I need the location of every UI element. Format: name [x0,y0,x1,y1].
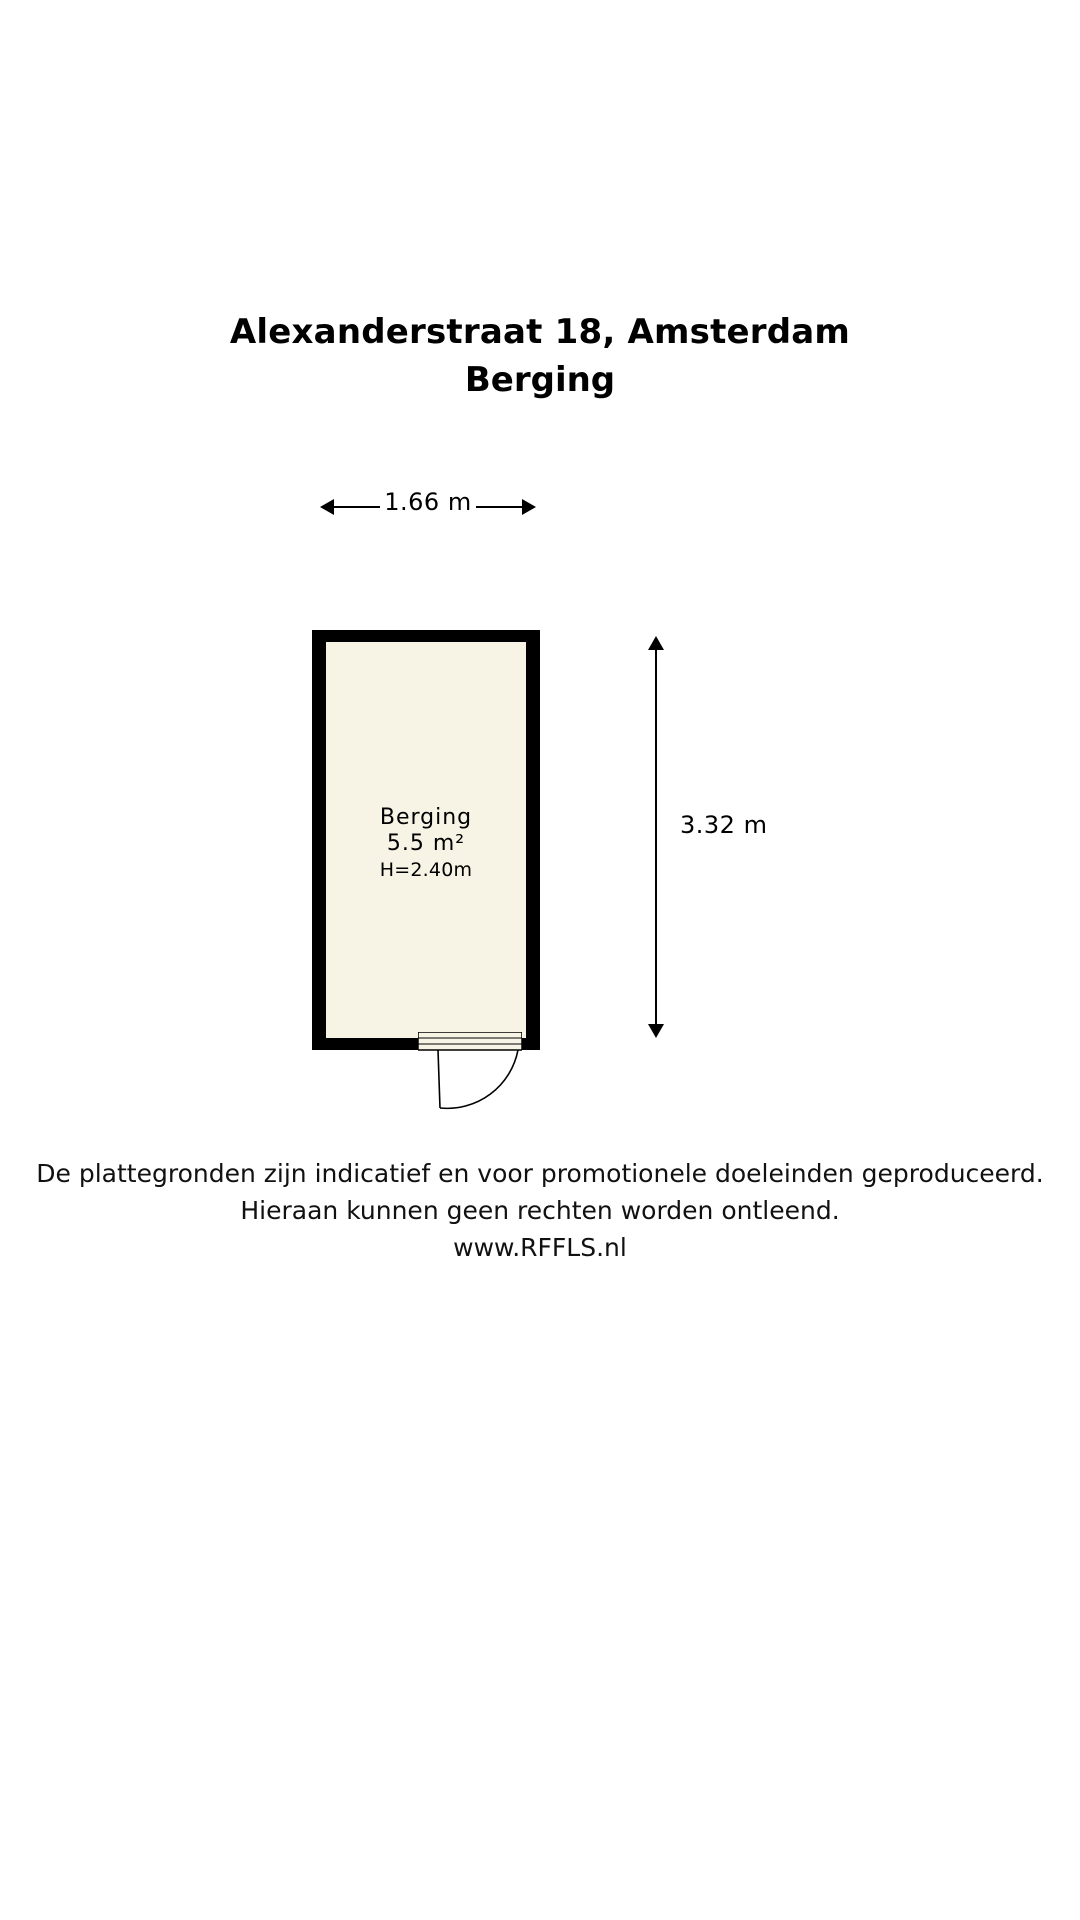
dimension-height-label: 3.32 m [680,811,768,839]
page-title: Alexanderstraat 18, Amsterdam [229,312,851,352]
door-icon [418,1032,522,1110]
arrow-right-icon [522,499,536,515]
dimension-line-right [476,506,528,508]
dimension-height [640,636,820,1038]
dimension-width [320,488,536,528]
footer-website: www.RFFLS.nl [453,1233,627,1262]
room-name: Berging [379,805,473,830]
room-area: 5.5 m² [386,831,466,856]
room-berging [312,630,540,1050]
footer-line-1: De plattegronden zijn indicatief en voor promotionele doeleinden geproduceerd. [36,1159,1044,1188]
room-ceiling-height: H=2.40m [379,859,473,881]
page-subtitle: Berging [464,360,616,400]
footer-line-2: Hieraan kunnen geen rechten worden ontleend. [240,1196,840,1225]
room-label-group [326,805,526,883]
dimension-width-label: 1.66 m [384,488,472,516]
footer-disclaimer [0,1155,1080,1266]
dimension-line-left [328,506,380,508]
arrow-down-icon [648,1024,664,1038]
dimension-line-vertical [655,648,657,1026]
